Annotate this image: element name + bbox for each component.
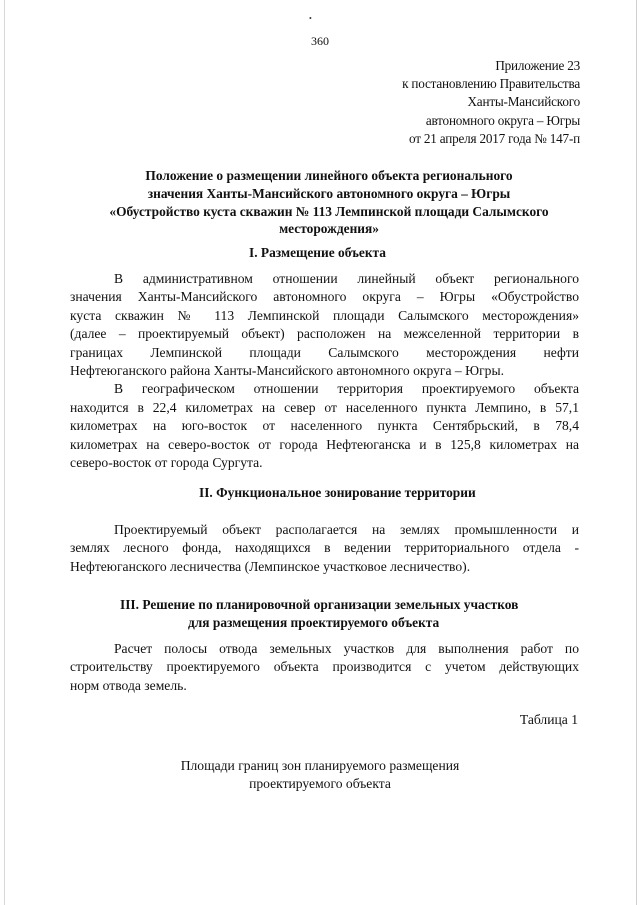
section-3-body xyxy=(70,640,579,695)
text-line: границах Лемпинской площади Салымского месторождения нефти xyxy=(70,344,579,360)
section-3-heading xyxy=(120,596,518,631)
title-line: «Обустройство куста скважин № 113 Лемпинской площади Салымского xyxy=(109,203,549,219)
text-line: Проектируемый объект располагается на землях промышленности и xyxy=(114,522,579,537)
title-line: значения Ханты-Мансийского автономного округа – Югры xyxy=(147,185,511,201)
caption-line: Площади границ зон планируемого размещения xyxy=(180,758,460,773)
section-2-body xyxy=(70,521,579,576)
text-line: В географическом отношении территория проектируемого объекта xyxy=(114,381,579,397)
text-line: куста скважин № 113 Лемпинской площади Салымского месторождения» xyxy=(70,307,579,323)
text-line: километрах на юго-восток от населенного пункта Сентябрьский, в 78,4 xyxy=(70,418,579,434)
appendix-line: к постановлению Правительства xyxy=(402,76,580,92)
text-line: находится в 22,4 километрах на север от населенного пункта Лемпино, в 57,1 xyxy=(70,399,579,415)
appendix-header xyxy=(402,57,580,148)
section-1-heading: I. Размещение объекта xyxy=(249,245,386,260)
appendix-line: Приложение 23 xyxy=(495,58,580,73)
heading-line: для размещения проектируемого объекта xyxy=(188,614,440,630)
text-line: северо-восток от города Сургута. xyxy=(70,455,263,471)
text-line: (далее – проектируемый объект) расположен на межселенной территории в xyxy=(70,326,579,342)
appendix-line: от 21 апреля 2017 года № 147-п xyxy=(408,130,580,146)
section-1-body xyxy=(70,270,579,472)
text-line: строительству проектируемого объекта производится с учетом действующих xyxy=(70,659,579,675)
heading-line: III. Решение по планировочной организации земельных участков xyxy=(120,597,519,612)
page-number: 360 xyxy=(311,34,329,48)
appendix-line: Ханты-Мансийского xyxy=(467,94,580,110)
text-line: Расчет полосы отвода земельных участков для выполнения работ по xyxy=(114,641,579,656)
text-line: Нефтеюганского района Ханты-Мансийского автономного округа – Югры. xyxy=(70,363,504,379)
title-line: месторождения» xyxy=(279,221,379,237)
title-line: Положение о размещении линейного объекта регионального xyxy=(145,168,513,183)
text-line: землях лесного фонда, находящихся в ведении территориального отдела - xyxy=(70,540,579,556)
text-line: значения Ханты-Мансийского автономного округа – Югры «Обустройство xyxy=(70,289,579,305)
text-line: норм отвода земель. xyxy=(70,677,187,693)
appendix-line: автономного округа – Югры xyxy=(425,112,580,128)
text-line: В административном отношении линейный объект регионального xyxy=(114,271,579,286)
scan-speck: • xyxy=(309,14,312,23)
document-title xyxy=(66,167,592,238)
table-label: Таблица 1 xyxy=(519,712,578,727)
text-line: километрах на северо-восток от города Нефтеюганска и в 125,8 километрах на xyxy=(70,436,579,452)
caption-line: проектируемого объекта xyxy=(249,776,391,792)
text-line: Нефтеюганского лесничества (Лемпинское участковое лесничество). xyxy=(70,558,471,574)
section-2-heading: II. Функциональное зонирование территории xyxy=(199,485,476,500)
table-caption xyxy=(0,757,640,794)
